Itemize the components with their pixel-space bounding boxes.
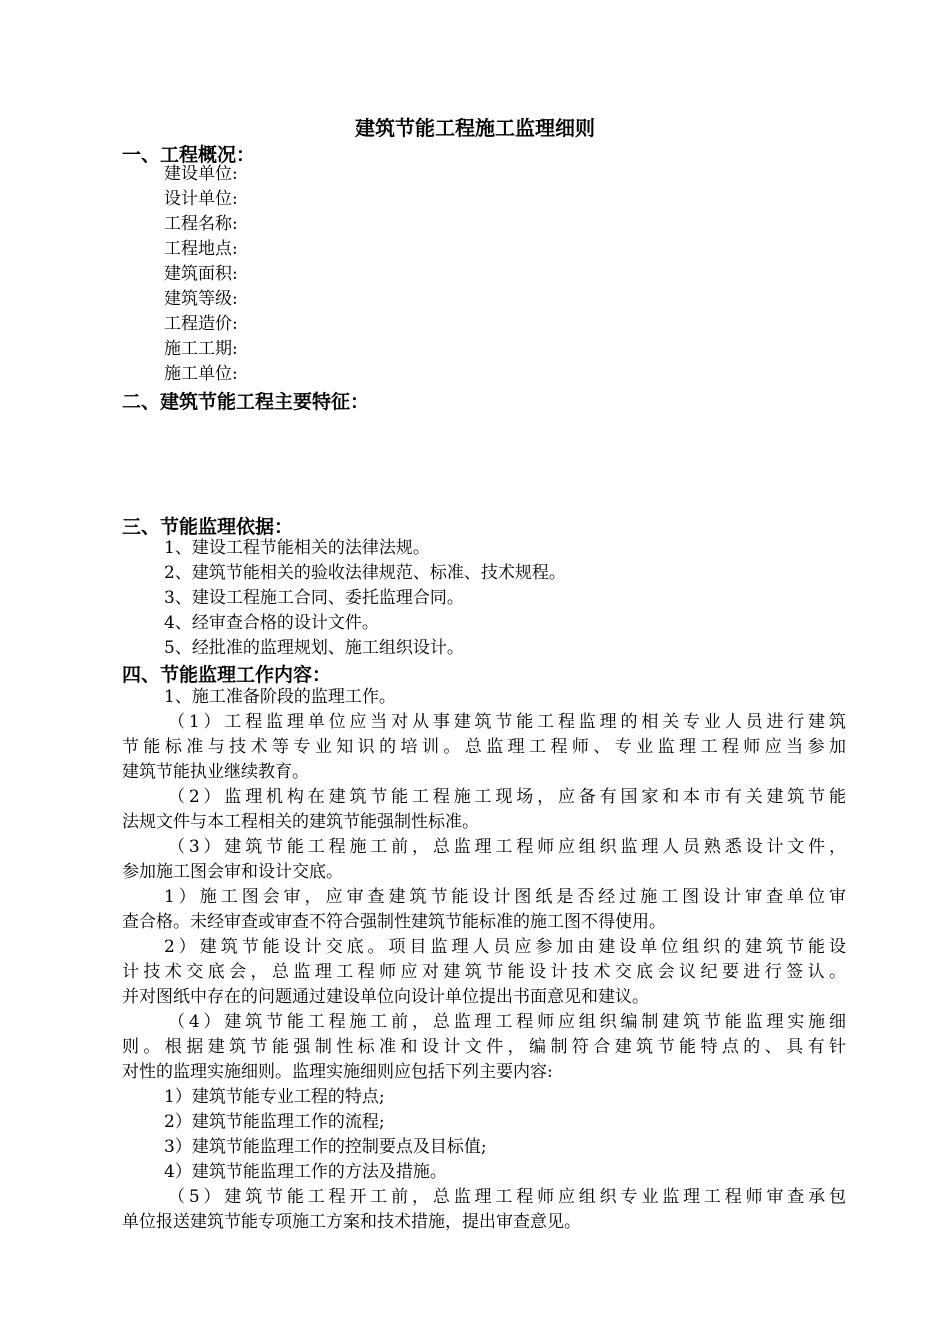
body-line: （3）建筑节能工程施工前，总监理工程师应组织监理人员熟悉设计文件， <box>168 837 846 857</box>
body-line: 计技术交底会，总监理工程师应对建筑节能设计技术交底会议纪要进行签认。 <box>122 962 846 982</box>
body-line: 查合格。未经审查或审查不符合强制性建筑节能标准的施工图不得使用。 <box>122 912 666 932</box>
body-line: （2）监理机构在建筑节能工程施工现场，应备有国家和本市有关建筑节能 <box>168 787 846 807</box>
section-4-heading: 四、节能监理工作内容： <box>122 664 332 686</box>
body-line: 法规文件与本工程相关的建筑节能强制性标准。 <box>122 812 479 832</box>
body-line: 2）建筑节能设计交底。项目监理人员应参加由建设单位组织的建筑节能设 <box>164 937 846 957</box>
field-project-cost: 工程造价: <box>164 314 238 334</box>
body-line: （4）建筑节能工程施工前，总监理工程师应组织编制建筑节能监理实施细 <box>168 1012 846 1032</box>
body-line: 4）建筑节能监理工作的方法及措施。 <box>164 1162 447 1182</box>
section-3-heading: 三、节能监理依据： <box>122 516 294 538</box>
body-line: 节能标准与技术等专业知识的培训。总监理工程师、专业监理工程师应当参加 <box>122 737 846 757</box>
body-line: 1、施工准备阶段的监理工作。 <box>164 687 396 707</box>
body-line: 3）建筑节能监理工作的控制要点及目标值; <box>164 1137 487 1157</box>
body-line: 对性的监理实施细则。监理实施细则应包括下列主要内容: <box>122 1062 553 1082</box>
body-line: 1）施工图会审，应审查建筑节能设计图纸是否经过施工图设计审查单位审 <box>164 887 846 907</box>
body-line: 1）建筑节能专业工程的特点; <box>164 1087 385 1107</box>
basis-item: 5、经批准的监理规划、施工组织设计。 <box>164 638 464 658</box>
basis-item: 1、建设工程节能相关的法律法规。 <box>164 538 430 558</box>
field-project-location: 工程地点: <box>164 239 238 259</box>
section-1-heading: 一、工程概况： <box>122 144 256 166</box>
basis-item: 4、经审查合格的设计文件。 <box>164 613 379 633</box>
body-line: 参加施工图会审和设计交底。 <box>122 862 343 882</box>
body-line: 单位报送建筑节能专项施工方案和技术措施，提出审查意见。 <box>122 1212 581 1232</box>
body-line: 并对图纸中存在的问题通过建设单位向设计单位提出书面意见和建议。 <box>122 987 649 1007</box>
field-building-grade: 建筑等级: <box>164 289 238 309</box>
field-project-name: 工程名称: <box>164 214 238 234</box>
basis-item: 3、建设工程施工合同、委托监理合同。 <box>164 588 464 608</box>
basis-item: 2、建筑节能相关的验收法律规范、标准、技术规程。 <box>164 563 566 583</box>
body-line: （1）工程监理单位应当对从事建筑节能工程监理的相关专业人员进行建筑 <box>168 712 846 732</box>
section-2-heading: 二、建筑节能工程主要特征： <box>122 391 370 413</box>
body-line: 2）建筑节能监理工作的流程; <box>164 1112 385 1132</box>
field-design-unit: 设计单位: <box>164 189 238 209</box>
field-contractor: 施工单位: <box>164 364 238 384</box>
body-line: 则。根据建筑节能强制性标准和设计文件，编制符合建筑节能特点的、具有针 <box>122 1037 846 1057</box>
field-construction-unit: 建设单位: <box>164 164 238 184</box>
body-line: （5）建筑节能工程开工前，总监理工程师应组织专业监理工程师审查承包 <box>168 1187 846 1207</box>
field-construction-period: 施工工期: <box>164 339 238 359</box>
body-line: 建筑节能执业继续教育。 <box>122 762 309 782</box>
document-title: 建筑节能工程施工监理细则 <box>355 116 595 140</box>
field-building-area: 建筑面积: <box>164 264 238 284</box>
